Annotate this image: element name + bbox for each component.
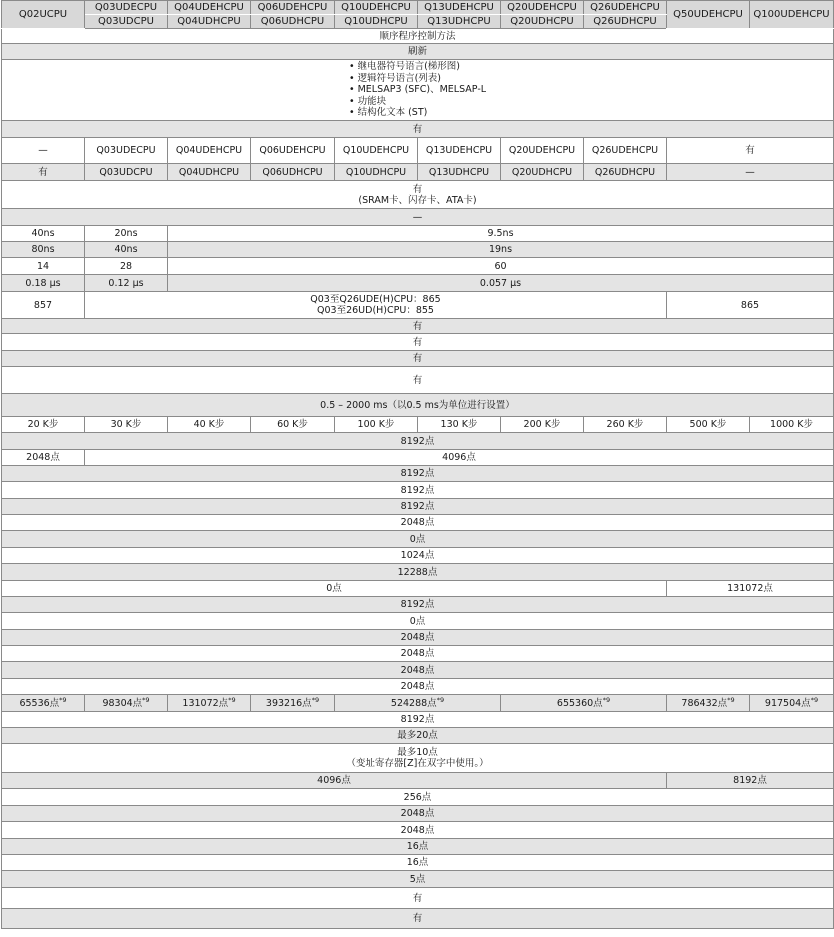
cell-line: 有 [412,183,423,195]
table-row [2,871,834,888]
cell-line: Q03至Q26UDE(H)CPU：865 [310,294,441,305]
table-row [2,662,834,679]
cell-value: 98304点 [102,697,143,709]
list-item: • 结构化文本 (ST) [349,107,486,119]
header-q26udhcpu: Q26UDHCPU [584,15,667,29]
table-cell [168,695,251,712]
table-row [2,695,834,712]
table-cell: 80ns [2,242,85,258]
table-cell: 0点 [2,613,834,630]
table-cell: 有 [2,909,834,929]
table-cell: 2048点 [2,806,834,822]
header-q20udehcpu: Q20UDEHCPU [501,1,584,15]
table-row [2,181,834,209]
table-cell [667,695,750,712]
table-row [2,712,834,728]
table-cell: 有 [2,367,834,394]
table-cell: 8192点 [2,499,834,515]
table-cell: 200 K步 [501,417,584,433]
footnote-marker: *9 [311,695,320,704]
table-cell: Q20UDEHCPU [501,138,584,164]
table-cell: 2048点 [2,646,834,662]
table-row [2,60,834,121]
table-row [2,909,834,929]
cell-value: 655360点 [556,697,603,709]
table-cell: 130 K步 [418,417,501,433]
table-cell [335,695,501,712]
table-cell: 19ns [168,242,834,258]
table-row [2,121,834,138]
table-cell: 0.057 μs [168,275,834,292]
header-q03udcpu: Q03UDCPU [85,15,168,29]
table-cell: 8192点 [2,482,834,499]
table-cell: 40ns [85,242,168,258]
table-row [2,319,834,334]
table-cell: 100 K步 [335,417,418,433]
table-row [2,597,834,613]
table-row [2,292,834,319]
header-q100udehcpu: Q100UDEHCPU [750,1,834,29]
header-q13udehcpu: Q13UDEHCPU [418,1,501,15]
control-method-cell: 顺序程序控制方法 [2,29,834,44]
cell-value: 524288点 [390,697,437,709]
table-cell: Q06UDHCPU [251,164,335,181]
table-cell: 0.5 – 2000 ms（以0.5 ms为单位进行设置） [2,394,834,417]
table-row [2,258,834,275]
table-cell: Q13UDHCPU [418,164,501,181]
table-cell: 有 [2,888,834,909]
table-cell: — [2,138,85,164]
table-cell: 最多20点 [2,728,834,744]
table-cell: — [667,164,834,181]
table-cell [251,695,335,712]
table-row [2,275,834,292]
table-cell: 5点 [2,871,834,888]
cell-value: 131072点 [182,697,229,709]
table-row [2,548,834,564]
table-cell: 2048点 [2,679,834,695]
table-row [2,646,834,662]
table-row [2,789,834,806]
languages-cell [2,60,834,121]
table-row [2,226,834,242]
table-row [2,450,834,466]
cell-line: 最多10点 [397,747,438,758]
header-q02ucpu: Q02UCPU [2,1,85,29]
table-cell: 256点 [2,789,834,806]
table-row [2,728,834,744]
table-cell: 0点 [2,531,834,548]
footnote-marker: *9 [142,695,150,704]
cell-value: 65536点 [19,697,60,709]
table-cell: Q13UDEHCPU [418,138,501,164]
header-q10udehcpu: Q10UDEHCPU [335,1,418,15]
table-row [2,839,834,855]
table-row [2,164,834,181]
table-cell: 2048点 [2,515,834,531]
table-cell: 1000 K步 [750,417,834,433]
table-cell: 14 [2,258,85,275]
table-row [2,417,834,433]
table-cell: 500 K步 [667,417,750,433]
table-row [2,613,834,630]
table-cell: Q20UDHCPU [501,164,584,181]
table-cell: 8192点 [2,466,834,482]
table-cell: 865 [667,292,834,319]
table-row [2,138,834,164]
table-cell: 有 [2,334,834,351]
header-q50udehcpu: Q50UDEHCPU [667,1,750,29]
footnote-marker: *9 [228,695,236,704]
table-row [2,29,834,44]
footnote-marker: *9 [436,695,445,704]
table-row [2,433,834,450]
table-cell [501,695,667,712]
table-cell: 16点 [2,839,834,855]
table-cell: 60 K步 [251,417,335,433]
table-row [2,581,834,597]
table-row [2,482,834,499]
io-control-cell: 刷新 [2,44,834,60]
table-cell: Q06UDEHCPU [251,138,335,164]
table-cell: 2048点 [2,822,834,839]
table-cell: Q04UDEHCPU [168,138,251,164]
table-cell [750,695,834,712]
table-cell: 0.12 μs [85,275,168,292]
header-q03udecpu: Q03UDECPU [85,1,168,15]
table-cell [2,181,834,209]
specification-table [1,0,834,929]
cell-line: Q03至26UD(H)CPU：855 [317,305,434,316]
table-cell: 8192点 [2,433,834,450]
table-cell: 4096点 [2,773,667,789]
table-row [2,515,834,531]
table-row [2,630,834,646]
list-item: • MELSAP3 (SFC)、MELSAP-L [349,84,486,96]
footnote-marker: *9 [727,695,735,704]
table-row [2,564,834,581]
table-cell: Q26UDHCPU [584,164,667,181]
table-cell: 4096点 [85,450,834,466]
table-cell: 9.5ns [168,226,834,242]
table-cell: — [2,209,834,226]
table-cell: 857 [2,292,85,319]
table-cell: Q03UDECPU [85,138,168,164]
table-cell: 12288点 [2,564,834,581]
table-cell: 30 K步 [85,417,168,433]
table-row [2,334,834,351]
table-cell: 20ns [85,226,168,242]
table-row [2,44,834,60]
table-row [2,531,834,548]
table-cell: 16点 [2,855,834,871]
cell-value: 917504点 [764,697,811,709]
header-q20udhcpu: Q20UDHCPU [501,15,584,29]
table-row [2,209,834,226]
table-row [2,351,834,367]
table-cell [2,744,834,773]
header-q10udhcpu: Q10UDHCPU [335,15,418,29]
table-cell: 8192点 [2,712,834,728]
table-row [2,394,834,417]
table-row [2,679,834,695]
table-cell: 0点 [2,581,667,597]
table-row [2,855,834,871]
table-cell [85,292,667,319]
table-cell: 131072点 [667,581,834,597]
table-cell: 20 K步 [2,417,85,433]
table-row [2,888,834,909]
list-item: • 功能块 [349,96,486,108]
header-q26udehcpu: Q26UDEHCPU [584,1,667,15]
table-cell: 有 [2,121,834,138]
footnote-marker: *9 [810,695,819,704]
cell-value: 393216点 [265,697,312,709]
header-q06udehcpu: Q06UDEHCPU [251,1,335,15]
footnote-marker: *9 [59,695,67,704]
header-q13udhcpu: Q13UDHCPU [418,15,501,29]
list-item: • 逻辑符号语言(列表) [349,73,486,85]
table-row [2,466,834,482]
table-cell: 8192点 [667,773,834,789]
table-row [2,499,834,515]
table-row [2,822,834,839]
cell-value: 786432点 [681,697,728,709]
footnote-marker: *9 [602,695,611,704]
table-row [2,242,834,258]
table-cell [2,695,85,712]
languages-list [349,61,486,119]
table-cell: 2048点 [2,662,834,679]
table-cell: 2048点 [2,630,834,646]
table-cell: 1024点 [2,548,834,564]
table-cell: 有 [667,138,834,164]
header-q04udehcpu: Q04UDEHCPU [168,1,251,15]
table-cell: Q04UDHCPU [168,164,251,181]
table-cell: Q26UDEHCPU [584,138,667,164]
table-cell: 0.18 μs [2,275,85,292]
table-cell: 2048点 [2,450,85,466]
cell-line: （变址寄存器[Z]在双字中使用。） [346,758,489,769]
table-cell: 有 [2,351,834,367]
table-cell: Q10UDEHCPU [335,138,418,164]
table-cell: 8192点 [2,597,834,613]
header-q04udhcpu: Q04UDHCPU [168,15,251,29]
table-row [2,773,834,789]
table-row [2,744,834,773]
table-cell: 260 K步 [584,417,667,433]
table-cell: 60 [168,258,834,275]
table-cell: 40ns [2,226,85,242]
list-item: • 继电器符号语言(梯形图) [349,61,486,73]
cell-line: (SRAM卡、闪存卡、ATA卡) [358,194,477,206]
table-cell: 有 [2,319,834,334]
table-cell: 40 K步 [168,417,251,433]
table-cell: 有 [2,164,85,181]
header-q06udhcpu: Q06UDHCPU [251,15,335,29]
table-row [2,367,834,394]
table-row [2,806,834,822]
table-cell: 28 [85,258,168,275]
table-cell [85,695,168,712]
table-cell: Q03UDCPU [85,164,168,181]
table-cell: Q10UDHCPU [335,164,418,181]
